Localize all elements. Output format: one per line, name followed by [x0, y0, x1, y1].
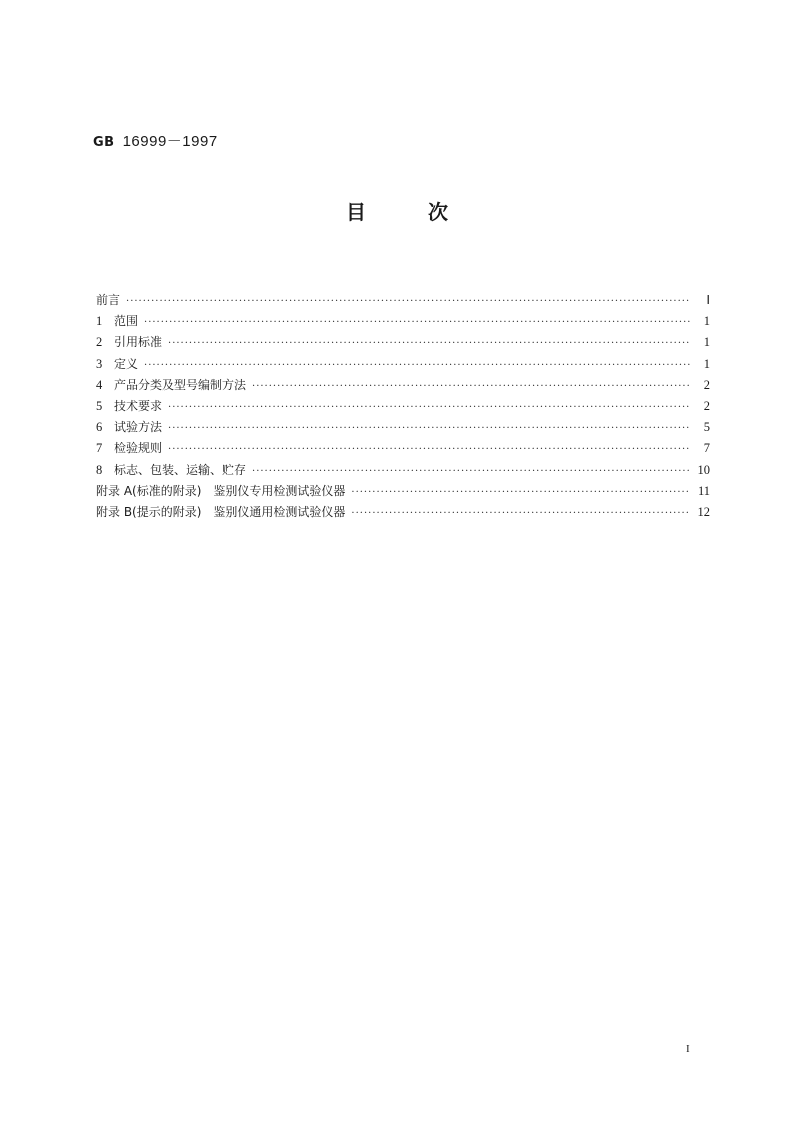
page-title [0, 196, 794, 225]
standard-number: 16999－1997 [122, 133, 218, 150]
toc-entry-number: 7 [96, 441, 103, 456]
toc-entry-8[interactable] [96, 460, 710, 481]
toc-entry-label: 试验方法 [114, 420, 163, 435]
toc-entry-page: 12 [697, 504, 710, 519]
toc-entry-label: 附录 A(标准的附录) 鉴别仪专用检测试验仪器 [96, 483, 346, 498]
toc-leader-dots [168, 439, 690, 460]
toc-entry-number: 3 [96, 356, 103, 371]
toc-entry-number: 8 [96, 462, 103, 477]
title-char-2: 次 [428, 200, 448, 224]
toc-entry-2[interactable] [96, 332, 710, 353]
toc-leader-dots [351, 503, 690, 524]
toc-leader-dots [144, 312, 690, 333]
page-number: I [686, 1043, 690, 1055]
toc-entry-number: 6 [96, 420, 103, 435]
toc-entry-appendix-b[interactable] [96, 502, 710, 523]
toc-entry-appendix-a[interactable] [96, 481, 710, 502]
standard-prefix: GB [93, 135, 115, 150]
toc-entry-number: 2 [96, 335, 103, 350]
toc-leader-dots [144, 355, 690, 376]
toc-entry-page: 1 [703, 356, 710, 371]
toc-entry-label: 引用标准 [114, 335, 163, 350]
toc-leader-dots [252, 461, 690, 482]
toc-entry-number: 5 [96, 398, 103, 413]
toc-entry-label: 检验规则 [114, 441, 163, 456]
toc-entry-label: 标志、包装、运输、贮存 [114, 462, 247, 477]
toc-entry-label: 附录 B(提示的附录) 鉴别仪通用检测试验仪器 [96, 504, 346, 519]
toc-entry-label: 产品分类及型号编制方法 [114, 377, 247, 392]
toc-entry-5[interactable] [96, 396, 710, 417]
toc-entry-7[interactable] [96, 438, 710, 459]
toc-entry-page: 1 [703, 314, 710, 329]
toc-entry-label: 技术要求 [114, 398, 163, 413]
title-char-1: 目 [346, 200, 366, 224]
toc-entry-label: 定义 [114, 356, 139, 371]
table-of-contents [96, 290, 710, 523]
toc-entry-6[interactable] [96, 417, 710, 438]
toc-entry-label: 范围 [114, 314, 139, 329]
toc-leader-dots [168, 333, 690, 354]
toc-entry-page: 2 [703, 398, 710, 413]
toc-entry-1[interactable] [96, 311, 710, 332]
standard-code [93, 130, 218, 151]
toc-entry-page: 10 [697, 462, 710, 477]
toc-entry-page: 5 [703, 420, 710, 435]
toc-entry-page: Ⅰ [706, 293, 710, 307]
toc-entry-page: 11 [697, 483, 710, 498]
toc-entry-3[interactable] [96, 354, 710, 375]
toc-entry-number: 4 [96, 377, 103, 392]
toc-leader-dots [126, 291, 690, 312]
toc-entry-page: 7 [703, 441, 710, 456]
toc-entry-4[interactable] [96, 375, 710, 396]
toc-entry-number: 1 [96, 314, 103, 329]
toc-leader-dots [252, 376, 690, 397]
toc-leader-dots [168, 418, 690, 439]
toc-entry-page: 1 [703, 335, 710, 350]
toc-entry-foreword[interactable] [96, 290, 710, 311]
toc-leader-dots [168, 397, 690, 418]
toc-leader-dots [351, 482, 690, 503]
toc-entry-label: 前言 [96, 293, 121, 307]
toc-entry-page: 2 [703, 377, 710, 392]
